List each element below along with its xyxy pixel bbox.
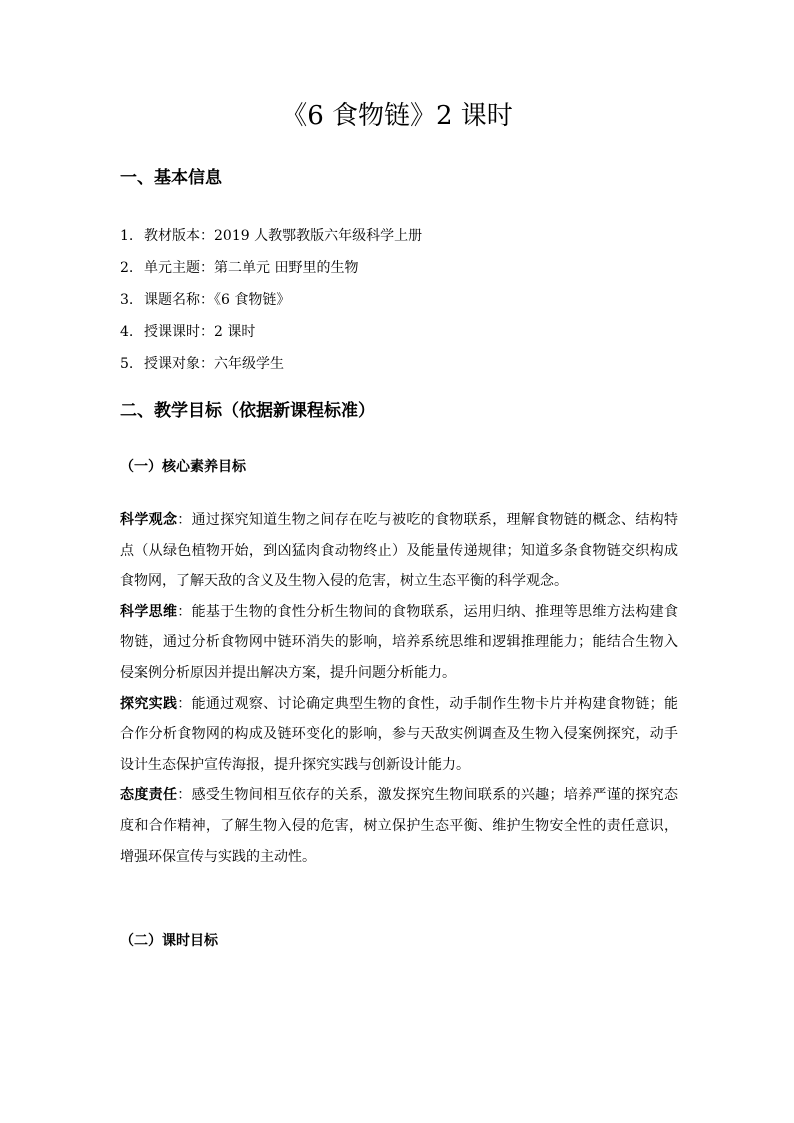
goal-paragraph-attitude-responsibility [120,780,678,872]
list-item [120,220,422,252]
goal-label: 科学观念 [120,512,178,528]
list-item [120,348,422,380]
document-title: 《6 食物链》2 课时 [281,101,513,131]
subsection-lesson-goals-heading: （二）课时目标 [120,933,218,949]
core-literacy-goals [120,505,678,872]
list-item [120,252,422,284]
list-item-number: 4. [120,324,134,340]
list-item-number: 1. [120,228,134,244]
list-item-number: 5. [120,356,134,372]
list-item-text: 授课课时：2 课时 [144,324,256,340]
list-item-number: 3. [120,292,134,308]
section-teaching-goals-heading: 二、教学目标（依据新课程标准） [120,401,375,421]
goal-text: ：能基于生物的食性分析生物间的食物联系，运用归纳、推理等思维方法构建食物链，通过分析食物网中链环消失的影响，培养系统思维和逻辑推理能力；能结合生物入侵案例分析原因并提出解决方案，提升问题分析能力。 [120,603,679,681]
list-item-text: 课题名称：《6 食物链》 [144,292,291,308]
goal-text: ：感受生物间相互依存的关系，激发探究生物间联系的兴趣；培养严谨的探究态度和合作精神，了解生物入侵的危害，树立保护生态平衡、维护生物安全性的责任意识，增强环保宣传与实践的主动性。 [120,787,679,865]
list-item-text: 教材版本：2019 人教鄂教版六年级科学上册 [144,228,423,244]
goal-label: 态度责任 [120,787,178,804]
list-item-text: 单元主题：第二单元 田野里的生物 [144,260,359,276]
subsection-core-literacy-heading: （一）核心素养目标 [120,459,246,475]
section-basic-info-heading: 一、基本信息 [120,168,222,188]
goal-paragraph-science-thinking [120,597,678,689]
list-item-number: 2. [120,260,134,276]
goal-paragraph-inquiry-practice [120,689,678,781]
list-item-text: 授课对象：六年级学生 [144,356,284,372]
goal-text: ：能通过观察、讨论确定典型生物的食性，动手制作生物卡片并构建食物链；能合作分析食物网的构成及链环变化的影响，参与天敌实例调查及生物入侵案例探究，动手设计生态保护宣传海报，提升探究实践与创新设计能力。 [120,695,679,773]
basic-info-list [120,220,422,380]
goal-paragraph-science-concept [120,505,678,597]
goal-label: 探究实践 [120,695,178,712]
goal-text: ：通过探究知道生物之间存在吃与被吃的食物联系，理解食物链的概念、结构特点（从绿色植物开始，到凶猛肉食动物终止）及能量传递规律；知道多条食物链交织构成食物网，了解天敌的含义及生物入侵的危害，树立生态平衡的科学观念。 [120,512,679,590]
goal-label: 科学思维 [120,603,178,620]
list-item [120,316,422,348]
list-item [120,284,422,316]
